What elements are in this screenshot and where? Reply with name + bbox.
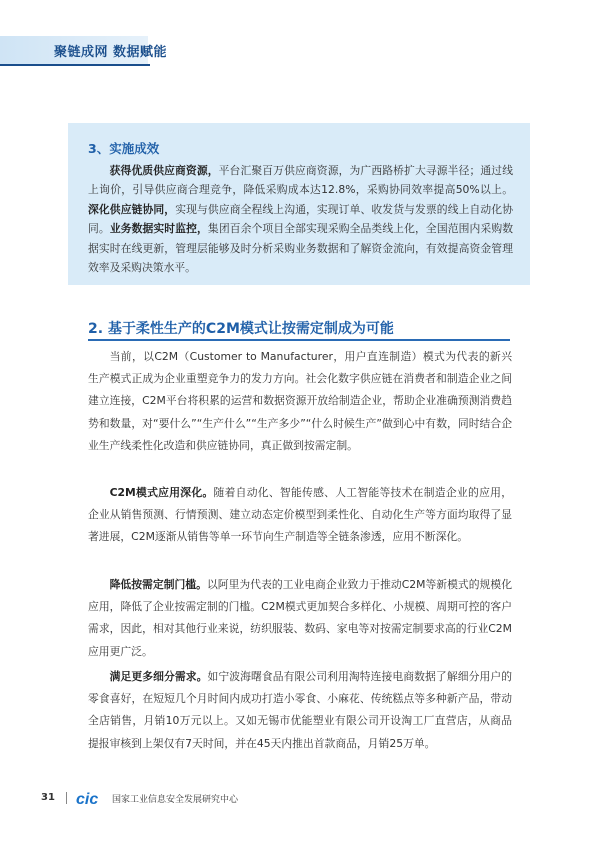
paragraph-body: 如宁波海曙食品有限公司利用淘特连接电商数据了解细分用户的零食喜好，在短短几个月时间内成功打造小零食、小麻花、传统糕点等多种新产品，带动全店销售，月销10万元以上。又如无锡市优能塑业有限公司开设淘工厂直营店，从商品提报审核到上架仅有7天时间，并在45天内推出首款商品，月销25万单。 bbox=[88, 670, 513, 750]
results-highlight: 业务数据实时监控， bbox=[109, 222, 208, 236]
paragraph-intro bbox=[88, 346, 512, 457]
page-header bbox=[0, 36, 600, 70]
page-footer bbox=[0, 790, 600, 810]
results-highlight: 获得优质供应商资源， bbox=[109, 164, 219, 177]
results-text: 平台汇聚百万供应商资源，为广西路桥扩大寻源半径；通过线上询价，引导供应商合理竞争，降低采购成本达12.8%，采购协同效率提高50%以上。 bbox=[88, 164, 514, 197]
paragraph-lead: 降低按需定制门槛。 bbox=[109, 578, 207, 591]
cic-logo-icon bbox=[76, 790, 108, 806]
paragraph-lead: C2M模式应用深化。 bbox=[109, 486, 214, 499]
results-highlight: 深化供应链协同， bbox=[88, 202, 176, 216]
paragraph-body: 随着自动化、智能传感、人工智能等技术在制造企业的应用，企业从销售预测、行情预测、建立动态定价模型到柔性化、自动化生产等方面均取得了显著进展，C2M逐渐从销售等单一环节向生产制造等全链条渗透，应用不断深化。 bbox=[88, 486, 512, 544]
paragraph-lead: 满足更多细分需求。 bbox=[109, 670, 208, 683]
results-text: 集团百余个项目全部实现采购全品类线上化，全国范围内采购数据实时在线更新，管理层能够及时分析采购业务数据和了解资金流向，有效提高资金管理效率及采购决策水平。 bbox=[88, 222, 514, 275]
results-box-title: 3、实施成效 bbox=[88, 141, 160, 156]
footer-divider bbox=[66, 792, 67, 804]
header-rule bbox=[0, 64, 150, 66]
paragraph-c2m-deepening bbox=[88, 482, 512, 549]
paragraph-niche-demand bbox=[88, 666, 512, 755]
paragraph-body: 以阿里为代表的工业电商企业致力于推动C2M等新模式的规模化应用，降低了企业按需定制的门槛。C2M模式更加契合多样化、小规模、周期可控的客户需求，因此，相对其他行业来说，纺织服装、数码、家电等对按需定制要求高的行业C2M应用更广泛。 bbox=[88, 578, 512, 658]
page-number: 31 bbox=[41, 792, 55, 803]
section-rule bbox=[88, 339, 510, 341]
cic-logo-text: cic bbox=[76, 791, 99, 806]
paragraph-body: 当前，以C2M（Customer to Manufacturer，用户直连制造）模式为代表的新兴生产模式正成为企业重塑竞争力的发力方向。社会化数字供应链在消费者和制造企业之间建立连接，C2M平台将积累的运营和数据资源开放给制造企业，帮助企业准确预测消费趋势和数量，对“要什么”“生产什么”“生产多少”“什么时候生产”做到心中有数，同时结合企业生产线柔性化改造和供应链协同，真正做到按需定制。 bbox=[88, 350, 512, 452]
section-title: 2. 基于柔性生产的C2M模式让按需定制成为可能 bbox=[88, 321, 394, 337]
footer-organization: 国家工业信息安全发展研究中心 bbox=[112, 795, 239, 805]
header-title: 聚链成网 数据赋能 bbox=[54, 45, 168, 60]
results-text: 实现与供应商全程线上沟通，实现订单、收发货与发票的线上自动化协同。 bbox=[88, 202, 513, 236]
results-box bbox=[68, 123, 530, 285]
paragraph-lower-threshold bbox=[88, 574, 512, 663]
results-box-body bbox=[88, 161, 513, 277]
